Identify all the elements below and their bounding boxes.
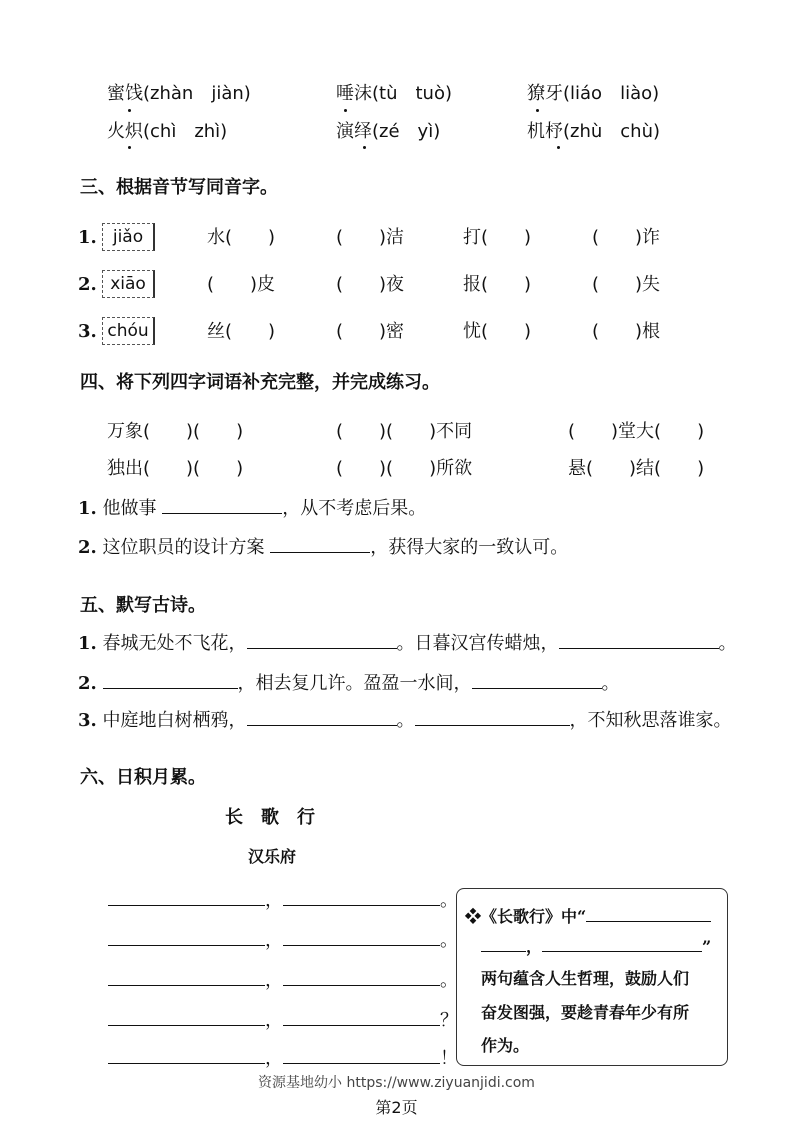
fill-item[interactable]: 打( )	[463, 227, 532, 248]
page-number: 第2页	[375, 1098, 418, 1117]
question-number: 2.	[78, 274, 97, 295]
fill-item[interactable]: ( )洁	[336, 227, 405, 248]
answer-blank[interactable]	[108, 889, 265, 906]
poem-line: 1. 春城无处不飞花， 。日暮汉宫传蜡烛， 。	[78, 633, 737, 654]
pinyin-word: 蜜饯(zhàn jiàn)	[107, 83, 251, 104]
emphasis-dot	[363, 146, 366, 149]
emphasis-dot	[128, 109, 131, 112]
answer-blank[interactable]	[247, 632, 397, 649]
answer-blank[interactable]	[162, 497, 282, 514]
box-lead: ❖《长歌行》中“	[465, 905, 711, 928]
poem-blank-line: ， 。	[108, 929, 458, 952]
pinyin-box: jiǎo	[102, 223, 155, 251]
poem-line: 3. 中庭地白树栖鸦， 。 ，不知秋思落谁家。	[78, 710, 732, 731]
idiom-item[interactable]: ( )( )所欲	[336, 458, 473, 479]
pinyin-word: 机杼(zhù chù)	[527, 121, 661, 142]
poem-blank-line: ， ！	[108, 1047, 458, 1070]
idiom-item[interactable]: ( )( )不同	[336, 421, 473, 442]
answer-blank[interactable]	[108, 969, 265, 986]
poem-title: 长 歌 行	[225, 807, 315, 828]
poem-blank-line: ， 。	[108, 889, 458, 912]
answer-blank[interactable]	[283, 969, 440, 986]
fill-item[interactable]: 报( )	[463, 274, 532, 295]
poem-author: 汉乐府	[248, 847, 297, 866]
answer-blank[interactable]	[415, 709, 570, 726]
emphasis-dot	[344, 109, 347, 112]
box-text: 作为。	[481, 1036, 530, 1055]
answer-blank[interactable]	[283, 1047, 440, 1064]
poem-blank-line: ， 。	[108, 969, 458, 992]
answer-blank[interactable]	[108, 929, 265, 946]
answer-blank[interactable]	[472, 672, 602, 689]
box-text: 两句蕴含人生哲理，鼓励人们	[481, 969, 690, 988]
fill-item[interactable]: ( )失	[592, 274, 661, 295]
answer-blank[interactable]	[481, 935, 526, 952]
fill-item[interactable]: ( )诈	[592, 227, 661, 248]
question-number: 1.	[78, 227, 97, 248]
box-text: 奋发图强，要趁青春年少有所	[481, 1003, 690, 1022]
answer-blank[interactable]	[542, 935, 702, 952]
pinyin-word: 唾沫(tù tuò)	[336, 83, 452, 104]
answer-blank[interactable]	[586, 905, 711, 922]
fill-item[interactable]: ( )夜	[336, 274, 405, 295]
fill-item[interactable]: ( )皮	[207, 274, 276, 295]
pinyin-box: chóu	[102, 317, 155, 345]
question: 1. 他做事 ，从不考虑后果。	[78, 498, 427, 519]
fill-item[interactable]: 水( )	[207, 227, 276, 248]
watermark: 资源基地幼小 https://www.ziyuanjidi.com	[258, 1075, 535, 1091]
question: 2. 这位职员的设计方案 ，获得大家的一致认可。	[78, 537, 569, 558]
section-heading: 六、日积月累。	[80, 767, 206, 788]
answer-blank[interactable]	[283, 1009, 440, 1026]
poem-line: 2. ，相去复几许。盈盈一水间， 。	[78, 673, 620, 694]
idiom-item[interactable]: 悬( )结( )	[568, 458, 705, 479]
idiom-item[interactable]: ( )堂大( )	[568, 421, 705, 442]
answer-blank[interactable]	[283, 929, 440, 946]
section-heading: 四、将下列四字词语补充完整，并完成练习。	[80, 372, 440, 393]
answer-blank[interactable]	[559, 632, 719, 649]
fill-item[interactable]: ( )密	[336, 321, 405, 342]
fill-item[interactable]: 丝( )	[207, 321, 276, 342]
answer-blank[interactable]	[103, 672, 238, 689]
question-number: 3.	[78, 321, 97, 342]
answer-blank[interactable]	[283, 889, 440, 906]
answer-blank[interactable]	[247, 709, 397, 726]
box-blank-line: ， ”	[481, 935, 711, 958]
pinyin-word: 火炽(chì zhì)	[107, 121, 228, 142]
poem-blank-line: ， ？	[108, 1009, 458, 1032]
answer-blank[interactable]	[270, 536, 370, 553]
fill-item[interactable]: 忧( )	[463, 321, 532, 342]
hint-box	[456, 888, 728, 1066]
pinyin-word: 獠牙(liáo liào)	[527, 83, 660, 104]
emphasis-dot	[536, 109, 539, 112]
emphasis-dot	[128, 146, 131, 149]
pinyin-box: xiāo	[102, 270, 155, 298]
emphasis-dot	[557, 146, 560, 149]
pinyin-word: 演绎(zé yì)	[336, 121, 441, 142]
fill-item[interactable]: ( )根	[592, 321, 661, 342]
idiom-item[interactable]: 独出( )( )	[107, 458, 244, 479]
idiom-item[interactable]: 万象( )( )	[107, 421, 244, 442]
answer-blank[interactable]	[108, 1047, 265, 1064]
section-heading: 三、根据音节写同音字。	[80, 177, 278, 198]
section-heading: 五、默写古诗。	[80, 595, 206, 616]
answer-blank[interactable]	[108, 1009, 265, 1026]
